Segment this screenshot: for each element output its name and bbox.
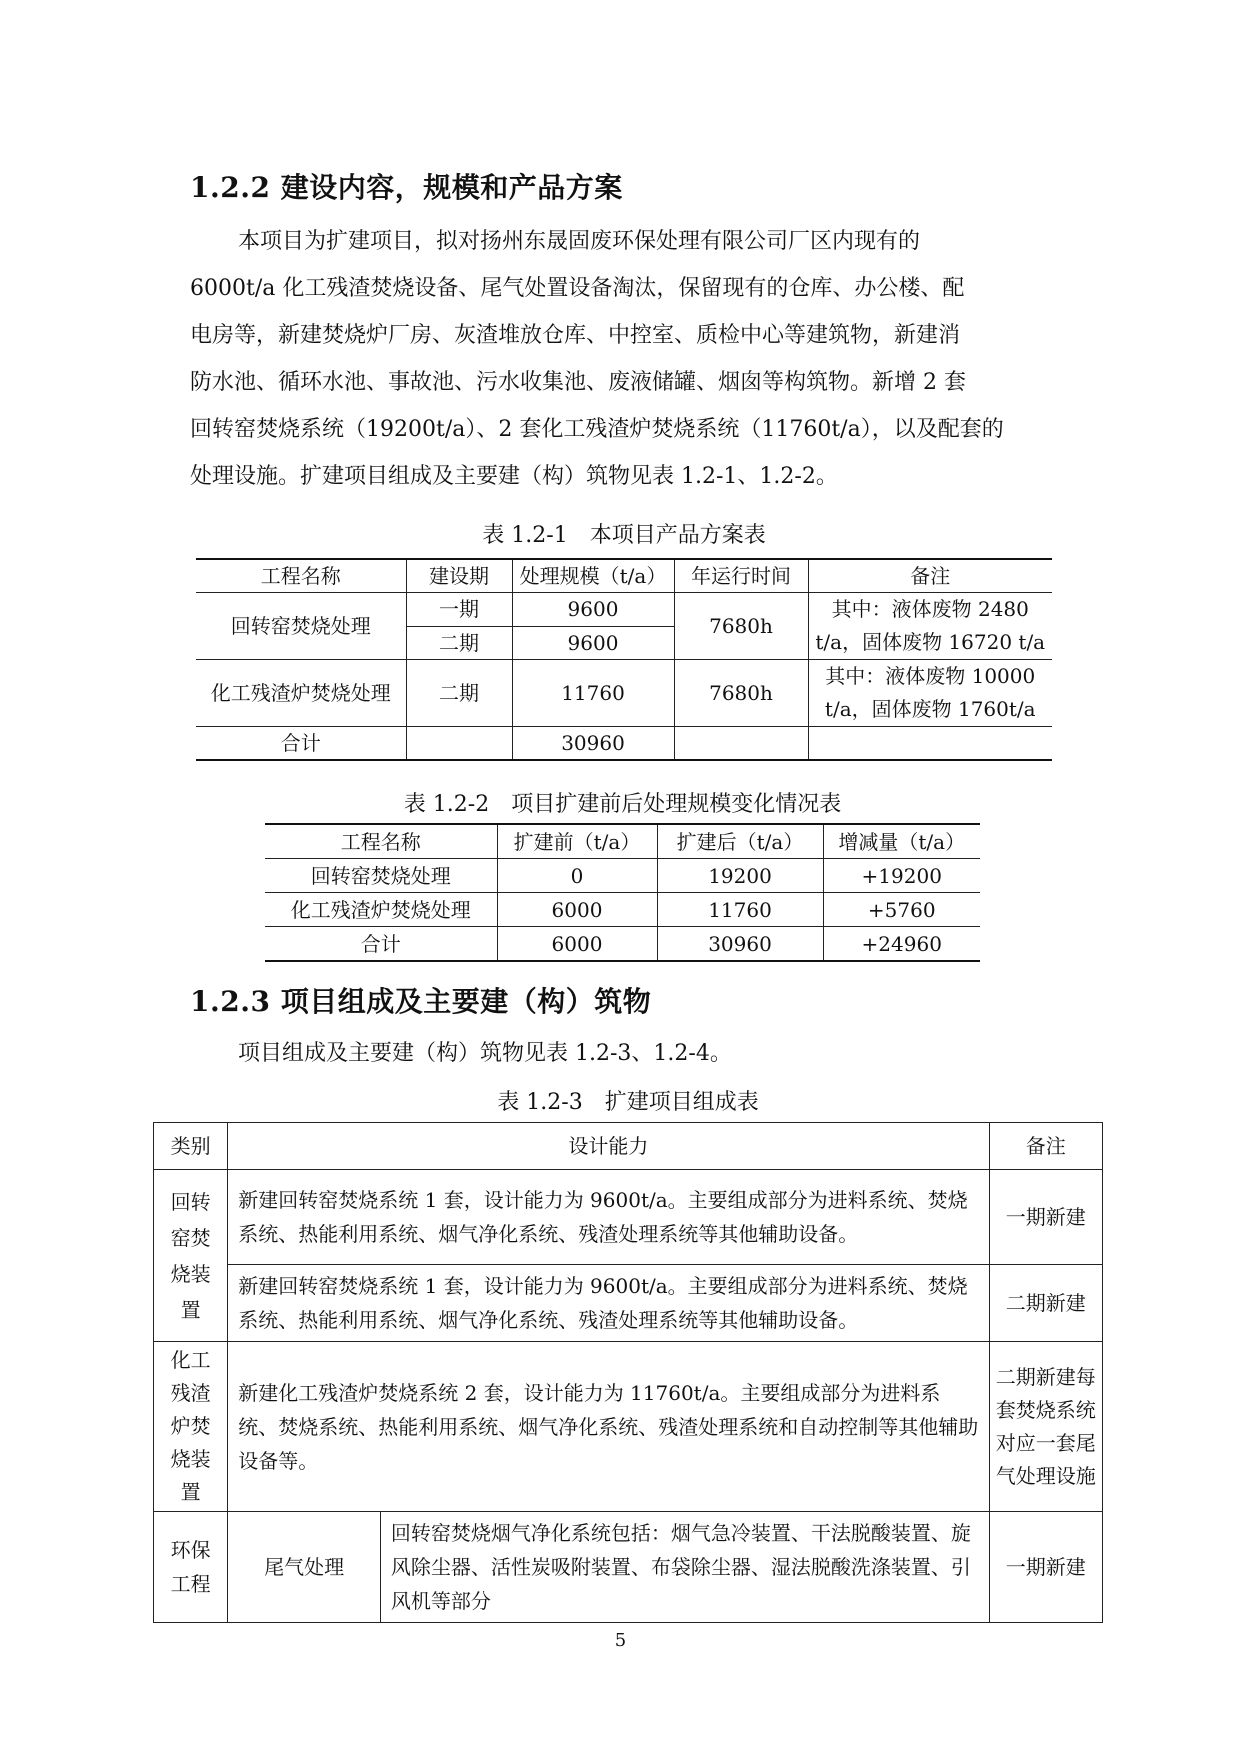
table-total-row xyxy=(265,927,980,962)
table-caption-1-2-2: 表 1.2-2 项目扩建前后处理规模变化情况表 xyxy=(403,792,842,817)
table-row xyxy=(196,593,1052,627)
header-cell: 备注 xyxy=(989,1123,1102,1170)
header-cell: 增减量（t/a） xyxy=(823,824,980,859)
table-total-row xyxy=(196,727,1052,761)
runtime-cell: 7680h xyxy=(674,593,808,660)
note-cell: 一期新建 xyxy=(989,1512,1102,1623)
table-cell: 化工残渣炉焚烧处理 xyxy=(265,893,497,927)
design-capacity-cell: 新建回转窑焚烧系统 1 套，设计能力为 9600t/a。主要组成部分为进料系统、焚烧系统、热能利用系统、烟气净化系统、残渣处理系统等其他辅助设备。 xyxy=(228,1265,989,1342)
table-cell: 回转窑焚烧处理 xyxy=(265,859,497,893)
empty-cell xyxy=(674,727,808,761)
header-cell: 扩建前（t/a） xyxy=(497,824,657,859)
paragraph-line: 回转窑焚烧系统（19200t/a）、2 套化工残渣炉焚烧系统（11760t/a），以及配套的 xyxy=(190,417,1004,442)
table-cell: +19200 xyxy=(823,859,980,893)
table-cell: +24960 xyxy=(823,927,980,962)
table-row xyxy=(154,1170,1103,1265)
project-composition-table xyxy=(153,1122,1103,1623)
table-header-row xyxy=(154,1123,1103,1170)
note-cell: 其中：液体废物 10000 t/a，固体废物 1760t/a xyxy=(808,660,1052,727)
table-cell: 合计 xyxy=(265,927,497,962)
design-capacity-cell: 回转窑焚烧烟气净化系统包括：烟气急冷装置、干法脱酸装置、旋风除尘器、活性炭吸附装置、布袋除尘器、湿法脱酸洗涤装置、引风机等部分 xyxy=(380,1512,989,1623)
table-caption-1-2-1: 表 1.2-1 本项目产品方案表 xyxy=(482,523,766,548)
table-row xyxy=(154,1512,1103,1623)
subcategory-cell: 尾气处理 xyxy=(228,1512,381,1623)
table-row xyxy=(265,859,980,893)
table-cell: 19200 xyxy=(657,859,823,893)
scale-cell: 9600 xyxy=(512,626,674,660)
note-cell: 一期新建 xyxy=(989,1170,1102,1265)
total-scale-cell: 30960 xyxy=(512,727,674,761)
header-cell: 扩建后（t/a） xyxy=(657,824,823,859)
page-number: 5 xyxy=(614,1630,627,1651)
table-header-row xyxy=(265,824,980,859)
phase-cell: 一期 xyxy=(406,593,512,627)
design-capacity-cell: 新建化工残渣炉焚烧系统 2 套，设计能力为 11760t/a。主要组成部分为进料系统、焚烧系统、热能利用系统、烟气净化系统、残渣处理系统和自动控制等其他辅助设备等。 xyxy=(228,1342,989,1512)
table-header-row xyxy=(196,559,1052,593)
header-cell: 处理规模（t/a） xyxy=(512,559,674,593)
project-name-cell: 回转窑焚烧处理 xyxy=(196,593,406,660)
table-cell: 11760 xyxy=(657,893,823,927)
header-cell: 建设期 xyxy=(406,559,512,593)
section-heading-1-2-2: 1.2.2 建设内容，规模和产品方案 xyxy=(190,171,623,204)
phase-cell: 二期 xyxy=(406,660,512,727)
paragraph-line: 防水池、循环水池、事故池、污水收集池、废液储罐、烟囱等构筑物。新增 2 套 xyxy=(190,370,966,395)
header-cell: 工程名称 xyxy=(196,559,406,593)
table-cell: 0 xyxy=(497,859,657,893)
table-row xyxy=(196,660,1052,727)
paragraph-line: 本项目为扩建项目，拟对扬州东晟固废环保处理有限公司厂区内现有的 xyxy=(238,229,921,254)
runtime-cell: 7680h xyxy=(674,660,808,727)
table-cell: 6000 xyxy=(497,893,657,927)
phase-cell: 二期 xyxy=(406,626,512,660)
total-label-cell: 合计 xyxy=(196,727,406,761)
table-cell: +5760 xyxy=(823,893,980,927)
paragraph-line: 电房等，新建焚烧炉厂房、灰渣堆放仓库、中控室、质检中心等建筑物，新建消 xyxy=(190,323,961,348)
empty-cell xyxy=(808,727,1052,761)
header-cell: 工程名称 xyxy=(265,824,497,859)
scale-change-table xyxy=(265,823,980,962)
table-row xyxy=(154,1342,1103,1512)
note-cell: 二期新建 xyxy=(989,1265,1102,1342)
scale-cell: 11760 xyxy=(512,660,674,727)
table-cell: 30960 xyxy=(657,927,823,962)
category-cell: 回转窑焚烧装置 xyxy=(154,1170,228,1342)
empty-cell xyxy=(406,727,512,761)
header-cell: 备注 xyxy=(808,559,1052,593)
section-heading-1-2-3: 1.2.3 项目组成及主要建（构）筑物 xyxy=(190,985,652,1018)
table-row xyxy=(265,893,980,927)
design-capacity-cell: 新建回转窑焚烧系统 1 套，设计能力为 9600t/a。主要组成部分为进料系统、焚烧系统、热能利用系统、烟气净化系统、残渣处理系统等其他辅助设备。 xyxy=(228,1170,989,1265)
table-cell: 6000 xyxy=(497,927,657,962)
scale-cell: 9600 xyxy=(512,593,674,627)
header-cell: 类别 xyxy=(154,1123,228,1170)
note-cell: 二期新建每套焚烧系统对应一套尾气处理设施 xyxy=(989,1342,1102,1512)
section-paragraph: 项目组成及主要建（构）筑物见表 1.2-3、1.2-4。 xyxy=(238,1041,732,1066)
paragraph-line: 6000t/a 化工残渣焚烧设备、尾气处置设备淘汰，保留现有的仓库、办公楼、配 xyxy=(190,276,965,301)
category-cell: 化工残渣炉焚烧装置 xyxy=(154,1342,228,1512)
table-row xyxy=(154,1265,1103,1342)
note-cell: 其中：液体废物 2480 t/a，固体废物 16720 t/a xyxy=(808,593,1052,660)
project-name-cell: 化工残渣炉焚烧处理 xyxy=(196,660,406,727)
category-cell: 环保工程 xyxy=(154,1512,228,1623)
product-scheme-table xyxy=(196,558,1052,761)
table-caption-1-2-3: 表 1.2-3 扩建项目组成表 xyxy=(497,1090,759,1115)
paragraph-line: 处理设施。扩建项目组成及主要建（构）筑物见表 1.2-1、1.2-2。 xyxy=(190,464,838,489)
header-cell: 设计能力 xyxy=(228,1123,989,1170)
header-cell: 年运行时间 xyxy=(674,559,808,593)
